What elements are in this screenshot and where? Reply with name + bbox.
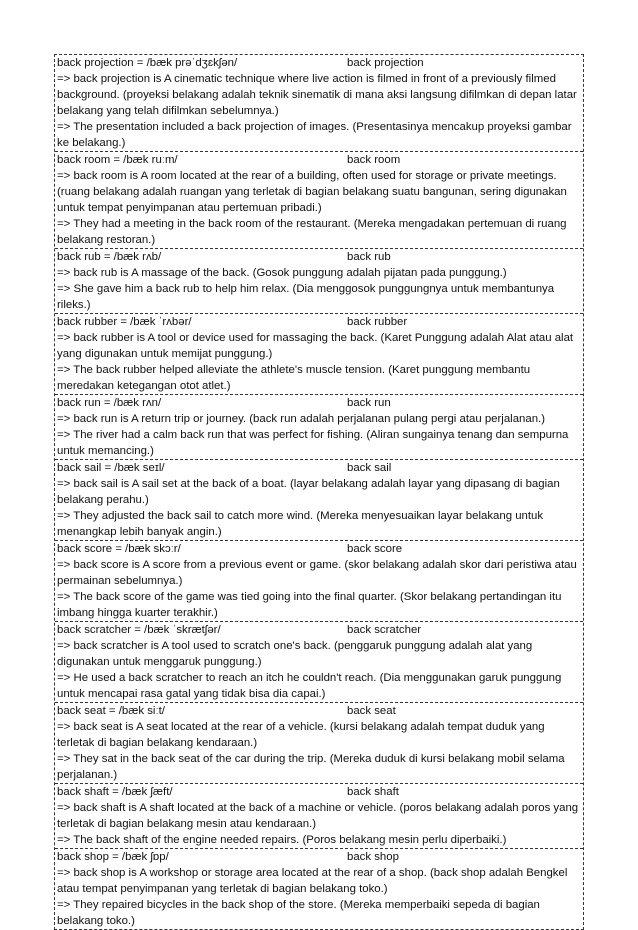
entry-example: => They adjusted the back sail to catch more wind. (Mereka menyesuaikan layar belakang untuk menangkap lebih banyak angin.)	[57, 510, 544, 538]
entry-definition: => back score is A score from a previous event or game. (skor belakang adalah skor dari peristiwa atau permainan sebelumnya.)	[57, 559, 577, 587]
entry-word: back room	[347, 154, 401, 166]
entry-pronunciation: back rub = /bæk rʌb/	[57, 251, 162, 263]
vocab-entry	[55, 313, 583, 394]
entry-definition: => back projection is A cinematic technique where live action is filmed in front of a previously filmed background. (proyeksi belakang adalah teknik sinematik di mana aksi langsung difilmkan di depan latar belakang yang telah difilmkan sebelumnya.)	[57, 73, 577, 117]
entry-definition: => back run is A return trip or journey. (back run adalah perjalanan pulang pergi atau perjalanan.)	[57, 413, 545, 425]
entry-definition: => back shop is A workshop or storage area located at the rear of a shop. (back shop adalah Bengkel atau tempat penyimpanan yang terletak di bagian belakang toko.)	[57, 867, 568, 895]
vocab-entry	[55, 55, 583, 151]
entry-pronunciation: back projection = /bæk prəˈdʒɛkʃən/	[57, 57, 238, 69]
entry-header	[57, 622, 581, 638]
vocab-entry	[55, 151, 583, 248]
entry-header	[57, 55, 581, 71]
entry-header	[57, 541, 581, 557]
vocab-entry	[55, 621, 583, 702]
entry-word: back sail	[347, 462, 392, 474]
entry-definition: => back rubber is A tool or device used for massaging the back. (Karet Punggung adalah Alat atau alat yang digunakan untuk memijat punggung.)	[57, 332, 574, 360]
entry-example: => The back shaft of the engine needed repairs. (Poros belakang mesin perlu diperbaiki.)	[57, 834, 507, 846]
entry-example: => The river had a calm back run that was perfect for fishing. (Aliran sungainya tenang dan sempurna untuk memancing.)	[57, 429, 569, 457]
entry-pronunciation: back shop = /bæk ʃɒp/	[57, 851, 169, 863]
vocab-entry	[55, 848, 583, 929]
vocab-entry	[55, 540, 583, 621]
entry-definition: => back rub is A massage of the back. (Gosok punggung adalah pijatan pada punggung.)	[57, 267, 507, 279]
entry-word: back shaft	[347, 786, 399, 798]
entry-pronunciation: back scratcher = /bæk ˈskrætʃər/	[57, 624, 221, 636]
vocab-entry	[55, 702, 583, 783]
entry-example: => They had a meeting in the back room of the restaurant. (Mereka mengadakan pertemuan di ruang belakang restoran.)	[57, 218, 567, 246]
entry-pronunciation: back shaft = /bæk ʃæft/	[57, 786, 173, 798]
entry-header	[57, 395, 581, 411]
entry-example: => The back score of the game was tied going into the final quarter. (Skor belakang pertandingan itu imbang hingga kuarter terakhir.)	[57, 591, 562, 619]
entry-word: back rubber	[347, 316, 408, 328]
entry-example: => They repaired bicycles in the back shop of the store. (Mereka memperbaiki sepeda di bagian belakang toko.)	[57, 899, 540, 927]
entry-example: => He used a back scratcher to reach an itch he couldn't reach. (Dia menggunakan garuk punggung untuk mencapai rasa gatal yang tidak bisa dia capai.)	[57, 672, 562, 700]
entry-definition: => back sail is A sail set at the back of a boat. (layar belakang adalah layar yang dipasang di bagian belakang perahu.)	[57, 478, 560, 506]
entry-pronunciation: back score = /bæk skɔːr/	[57, 543, 181, 555]
entry-pronunciation: back sail = /bæk seɪl/	[57, 462, 165, 474]
entry-pronunciation: back seat = /bæk siːt/	[57, 705, 165, 717]
entry-example: => The back rubber helped alleviate the athlete's muscle tension. (Karet punggung membantu meredakan ketegangan otot atlet.)	[57, 364, 531, 392]
entry-header	[57, 784, 581, 800]
entry-word: back rub	[347, 251, 391, 263]
entry-definition: => back room is A room located at the rear of a building, often used for storage or private meetings. (ruang belakang adalah ruangan yang terletak di bagian belakang suatu bangunan, sering digunakan untuk tempat penyimpanan atau pertemuan pribadi.)	[57, 170, 567, 214]
entry-pronunciation: back room = /bæk ruːm/	[57, 154, 178, 166]
entry-pronunciation: back rubber = /bæk ˈrʌbər/	[57, 316, 192, 328]
entry-pronunciation: back run = /bæk rʌn/	[57, 397, 162, 409]
vocab-entry	[55, 459, 583, 540]
entry-header	[57, 152, 581, 168]
vocabulary-list	[54, 54, 584, 930]
entry-example: => They sat in the back seat of the car during the trip. (Mereka duduk di kursi belakang mobil selama perjalanan.)	[57, 753, 565, 781]
entry-word: back scratcher	[347, 624, 422, 636]
vocab-entry	[55, 394, 583, 459]
entry-example: => The presentation included a back projection of images. (Presentasinya mencakup proyeksi gambar ke belakang.)	[57, 121, 572, 149]
entry-word: back score	[347, 543, 403, 555]
entry-header	[57, 314, 581, 330]
entry-word: back run	[347, 397, 391, 409]
entry-word: back projection	[347, 57, 424, 69]
vocab-entry	[55, 783, 583, 848]
entry-definition: => back shaft is A shaft located at the back of a machine or vehicle. (poros belakang adalah poros yang terletak di bagian belakang mesin atau kendaraan.)	[57, 802, 579, 830]
entry-example: => She gave him a back rub to help him relax. (Dia menggosok punggungnya untuk membantunya rileks.)	[57, 283, 555, 311]
entry-header	[57, 703, 581, 719]
vocab-entry	[55, 248, 583, 313]
entry-definition: => back scratcher is A tool used to scratch one's back. (penggaruk punggung adalah alat yang digunakan untuk menggaruk punggung.)	[57, 640, 533, 668]
entry-header	[57, 249, 581, 265]
entry-header	[57, 460, 581, 476]
entry-word: back seat	[347, 705, 396, 717]
entry-definition: => back seat is A seat located at the rear of a vehicle. (kursi belakang adalah tempat duduk yang terletak di bagian belakang kendaraan.)	[57, 721, 545, 749]
entry-word: back shop	[347, 851, 399, 863]
entry-header	[57, 849, 581, 865]
